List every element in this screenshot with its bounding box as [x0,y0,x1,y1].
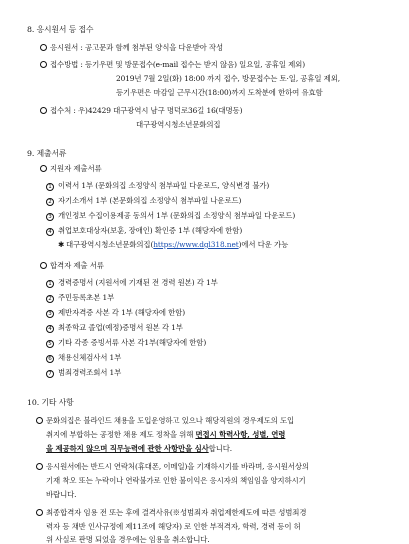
list-item: 2 자기소개서 1부 (본문화의집 소정양식 첨부파일 나운로드) [46,196,241,206]
asterisk-icon: ✱ [58,240,65,249]
list-item: 7 범죄경력조회서 1부 [46,368,121,378]
number-circle-icon: 1 [46,280,54,288]
number-circle-icon: 1 [46,183,54,191]
s9-applicant-docs-title: 지원자 제출서류 [40,164,102,173]
website-link[interactable]: https://www.dgl318.net [153,240,239,249]
list-item: 6 채용신체검사서 1부 [46,353,121,363]
bullet-circle-icon [36,463,43,470]
section-10-heading: 10. 기타 사항 [27,398,74,407]
s10-blind-hiring-line-1: 문화의집은 블라인드 채용을 도입운영하고 있으나 해당직원의 경우제도의 도입 [36,416,294,425]
list-item: 4 취업보호대상자(보훈, 장애인) 확인증 1부 (해당자에 한함) [46,226,242,236]
s10-blind-hiring-line-2: 취지에 부합하는 공정한 채용 제도 정착을 위해 면접시 학력사항, 성별, 연령 [46,430,286,439]
number-circle-icon: 2 [46,198,54,206]
list-item: 2 주민등록초본 1부 [46,293,114,303]
number-circle-icon: 6 [46,355,54,363]
bullet-circle-icon [40,262,47,269]
number-circle-icon: 5 [46,340,54,348]
s9-successful-docs-title: 합격자 제출 서류 [40,261,104,270]
s10-contact-line-3: 바랍니다. [46,490,77,499]
list-item: 4 최종학교 졸업(예정)증명서 원본 각 1부 [46,323,183,333]
bullet-circle-icon [40,61,47,68]
s10-contact-line-1: 응시원서에는 반드시 연락처(휴대폰, 이메일)을 기재하시기를 바라며, 응시원서상의 [36,462,309,471]
number-circle-icon: 2 [46,295,54,303]
number-circle-icon: 3 [46,213,54,221]
number-circle-icon: 7 [46,370,54,378]
list-item: 1 이력서 1부 (문화의집 소정양식 첨부파일 다운로드, 양식변경 불가) [46,181,269,191]
bullet-circle-icon [40,44,47,51]
section-8-heading: 8. 응시원서 등 접수 [27,25,94,34]
s8-line-deadline: 2019년 7월 2일(화) 18:00 까지 접수, 방문접수는 토·일, 공휴일 제외, [116,74,341,83]
list-item: 1 경력증명서 (지원서에 기재된 전 경력 원본) 각 1부 [46,278,218,288]
s10-disqualify-line-1: 최종합격자 임용 전 또는 후에 결격사유(※성범죄자 취업제한제도에 따른 성범죄경 [36,508,306,517]
s8-line-method: 접수방법 : 등기우편 및 방문접수(e-mail 접수는 받지 않음) 일요일, 공휴일 제외) [40,60,305,69]
number-circle-icon: 4 [46,228,54,236]
bullet-circle-icon [40,165,47,172]
section-9-heading: 9. 제출서류 [27,149,67,158]
s10-blind-hiring-line-3: 을 제공하지 않으며 직무능력에 관한 사항만을 심사합니다. [46,444,233,453]
bullet-circle-icon [40,107,47,114]
s8-line-org: 대구광역시청소년문화의집 [136,120,221,129]
s8-line-address: 접수처 : 우)42429 대구광역시 남구 명덕로36길 16(대명동) [40,106,242,115]
list-item: 5 기타 각종 증빙서류 사본 각1부(해당자에 한함) [46,338,206,348]
list-item: 3 개인정보 수집이용제공 동의서 1부 (문화의집 소정양식 첨부파일 다운로드) [46,211,295,221]
bullet-circle-icon [36,417,43,424]
number-circle-icon: 3 [46,310,54,318]
s10-disqualify-line-2: 력자 등 채반 인사규정에 제11조에 해당자) 로 인한 부적격자, 학력, 경력 등이 허 [46,522,301,531]
s10-contact-line-2: 기재 착오 또는 누락이나 연락불가로 인한 불이익은 응시자의 책임임을 양지하시기 [46,476,306,485]
s8-line-application: 응시원서 : 공고문과 함께 첨부된 양식을 다운받아 작성 [40,43,223,52]
bullet-circle-icon [36,509,43,516]
number-circle-icon: 4 [46,325,54,333]
list-item: 3 제반자격증 사본 각 1부 (해당자에 한함) [46,308,185,318]
s8-line-mail: 등기우편은 마감일 근무시간(18:00)까지 도착분에 한하여 유효함 [116,88,323,97]
s10-disqualify-line-3: 위 사실로 판명 되었을 경우에는 임용을 취소합니다. [46,535,210,544]
download-note: ✱ 대구광역시청소년문화의집(https://www.dgl318.net)에서 다운 가능 [58,240,289,249]
